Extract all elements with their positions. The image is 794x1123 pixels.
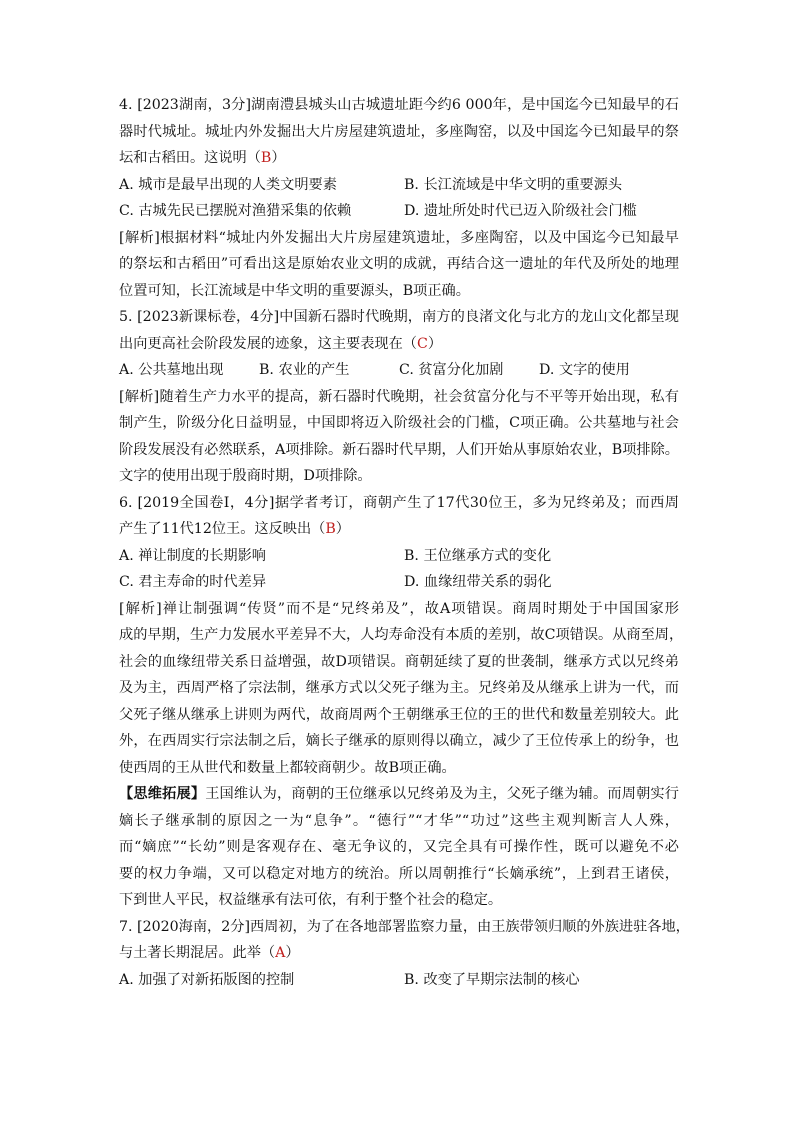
q6-stem-line-2 bbox=[119, 516, 679, 543]
q4-option-b: B. 长江流域是中华文明的重要源头 bbox=[404, 176, 623, 193]
q5-options-row bbox=[119, 357, 679, 384]
q5-stem-line-1: 5. [2023新课标卷，4分]中国新石器时代晚期，南方的良渚文化与北方的龙山文化都呈现 bbox=[119, 309, 679, 325]
q6-analysis-line-1: [解析]禅让制强调“传贤”而不是“兄终弟及”，故A项错误。商周时期处于中国国家形 bbox=[119, 600, 679, 617]
question-list bbox=[119, 92, 690, 993]
q5-analysis-line-2: 制产生，阶级分化日益明显，中国即将迈入阶级社会的门槛，C项正确。公共墓地与社会 bbox=[119, 415, 679, 431]
q6-extension-line-5: 下到世人平民，权益继承有法可依，有利于整个社会的稳定。 bbox=[119, 892, 503, 908]
q7-option-b: B. 改变了早期宗法制的核心 bbox=[404, 971, 580, 988]
q4-stem-line-3 bbox=[119, 145, 679, 172]
q6-extension-line-2: 嫡长子继承制的原因之一为“息争”。“德行”“才华”“功过”这些主观判断言人人殊， bbox=[119, 812, 679, 829]
q6-analysis-line-6: 外，在西周实行宗法制之后，嫡长子继承的原则得以确立，减少了王位传承上的纷争，也 bbox=[119, 733, 679, 749]
q7-answer: A bbox=[275, 945, 286, 961]
q7-options-row-1 bbox=[119, 967, 679, 994]
q5-stem-line-2 bbox=[119, 331, 679, 358]
q4-analysis-line-3: 位置可知，长江流域是中华文明的重要源头，B项正确。 bbox=[119, 282, 470, 299]
q4-stem-line-1: 4. [2023湖南，3分]湖南澧县城头山古城遗址距今约6 000年，是中国迄今已知最早的石 bbox=[119, 97, 679, 113]
q6-extension-text-1: 王国维认为，商朝的王位继承以兄终弟及为主，父死子继为辅。而周朝实行 bbox=[205, 786, 679, 802]
q6-stem-text: 产生了11代12位王。这反映出（ bbox=[119, 521, 326, 537]
q6-analysis-line-7: 使西周的王从世代和数量上都较商朝少。故B项正确。 bbox=[119, 759, 456, 776]
q6-analysis-line-3: 社会的血缘纽带关系日益增强，故D项错误。商朝延续了夏的世袭制，继承方式以兄终弟 bbox=[119, 653, 679, 670]
q4-answer: B bbox=[260, 150, 272, 166]
q4-option-d: D. 遗址所处时代已迈入阶级社会门槛 bbox=[404, 203, 637, 219]
q5-stem-text: 出向更高社会阶段发展的迹象，这主要表现在（ bbox=[119, 335, 417, 352]
q4-options-row-2 bbox=[119, 198, 679, 225]
q7-stem-close: ） bbox=[285, 945, 300, 961]
q6-extension-title: 【思维拓展】 bbox=[119, 786, 206, 802]
q4-options-row-1 bbox=[119, 172, 679, 199]
q6-options-row-2 bbox=[119, 569, 679, 596]
q4-analysis-line-1: [解析]根据材料“城址内外发掘出大片房屋建筑遗址，多座陶窑，以及中国迄今已知最早 bbox=[119, 229, 679, 246]
q4-option-c: C. 古城先民已摆脱对渔猎采集的依赖 bbox=[119, 203, 352, 219]
q7-stem-line-2 bbox=[119, 940, 679, 967]
q5-analysis-line-1: [解析]随着生产力水平的提高，新石器时代晚期，社会贫富分化与不平等开始出现，私有 bbox=[119, 388, 679, 405]
q5-option-d: D. 文字的使用 bbox=[539, 362, 630, 378]
q6-stem-close: ） bbox=[335, 521, 350, 537]
q5-answer: C bbox=[416, 335, 428, 352]
q5-analysis-line-3: 阶段发展没有必然联系，A项排除。新石器时代早期，人们开始从事原始农业，B项排除。 bbox=[119, 441, 679, 458]
q5-analysis-line-4: 文字的使用出现于殷商时期，D项排除。 bbox=[119, 468, 372, 484]
q4-analysis-line-2: 的祭坛和古稻田”可看出这是原始农业文明的成就，再结合这一遗址的年代及所处的地理 bbox=[119, 256, 679, 272]
q6-analysis-line-4: 及为主，西周严格了宗法制，继承方式以父死子继为主。兄终弟及从继承上讲为一代，而 bbox=[119, 680, 679, 696]
q6-option-c: C. 君主寿命的时代差异 bbox=[119, 574, 267, 590]
q6-option-b: B. 王位继承方式的变化 bbox=[404, 547, 552, 564]
q6-stem-line-1: 6. [2019全国卷Ⅰ，4分]据学者考订，商朝产生了17代30位王，多为兄终弟及；而西周 bbox=[119, 494, 679, 511]
q7-stem-line-1: 7. [2020海南，2分]西周初，为了在各地部署监察力量，由王族带领归顺的外族进驻各地， bbox=[119, 918, 690, 935]
q6-options-row-1 bbox=[119, 543, 679, 570]
q6-extension-line-4: 要的权力争端，又可以稳定对地方的统治。所以周朝推行“长嫡承统”，上到君王诸侯， bbox=[119, 865, 679, 882]
q6-extension-line-3: 而“嫡庶”“长幼”则是客观存在、毫无争议的，又完全具有可操作性，既可以避免不必 bbox=[119, 839, 679, 855]
q4-option-a: A. 城市是最早出现的人类文明要素 bbox=[119, 176, 337, 193]
q6-answer: B bbox=[325, 521, 336, 537]
q4-stem-line-2: 器时代城址。城址内外发掘出大片房屋建筑遗址，多座陶窑，以及中国迄今已知最早的祭 bbox=[119, 123, 679, 140]
q5-option-c: C. 贫富分化加剧 bbox=[399, 362, 504, 378]
q5-option-b: B. 农业的产生 bbox=[259, 362, 350, 378]
q6-option-d: D. 血缘纽带关系的弱化 bbox=[404, 574, 552, 590]
q6-option-a: A. 禅让制度的长期影响 bbox=[119, 547, 266, 564]
q5-option-a: A. 公共墓地出现 bbox=[119, 362, 224, 378]
q5-stem-close: ） bbox=[427, 335, 443, 352]
q6-analysis-line-5: 父死子继从继承上讲则为两代，故商周两个王朝继承王位的王的世代和数量差别较大。此 bbox=[119, 706, 679, 723]
q4-stem-text: 坛和古稻田。这说明（ bbox=[119, 150, 261, 166]
q4-stem-close: ） bbox=[271, 150, 286, 166]
q7-option-a: A. 加强了对新拓版图的控制 bbox=[119, 971, 295, 988]
q6-extension-line-1 bbox=[119, 781, 679, 808]
q6-analysis-line-2: 成的早期，生产力发展水平差异不大，人均寿命没有本质的差别，故C项错误。从商至周， bbox=[119, 627, 684, 643]
q7-stem-text: 与土著长期混居。此举（ bbox=[119, 945, 276, 961]
